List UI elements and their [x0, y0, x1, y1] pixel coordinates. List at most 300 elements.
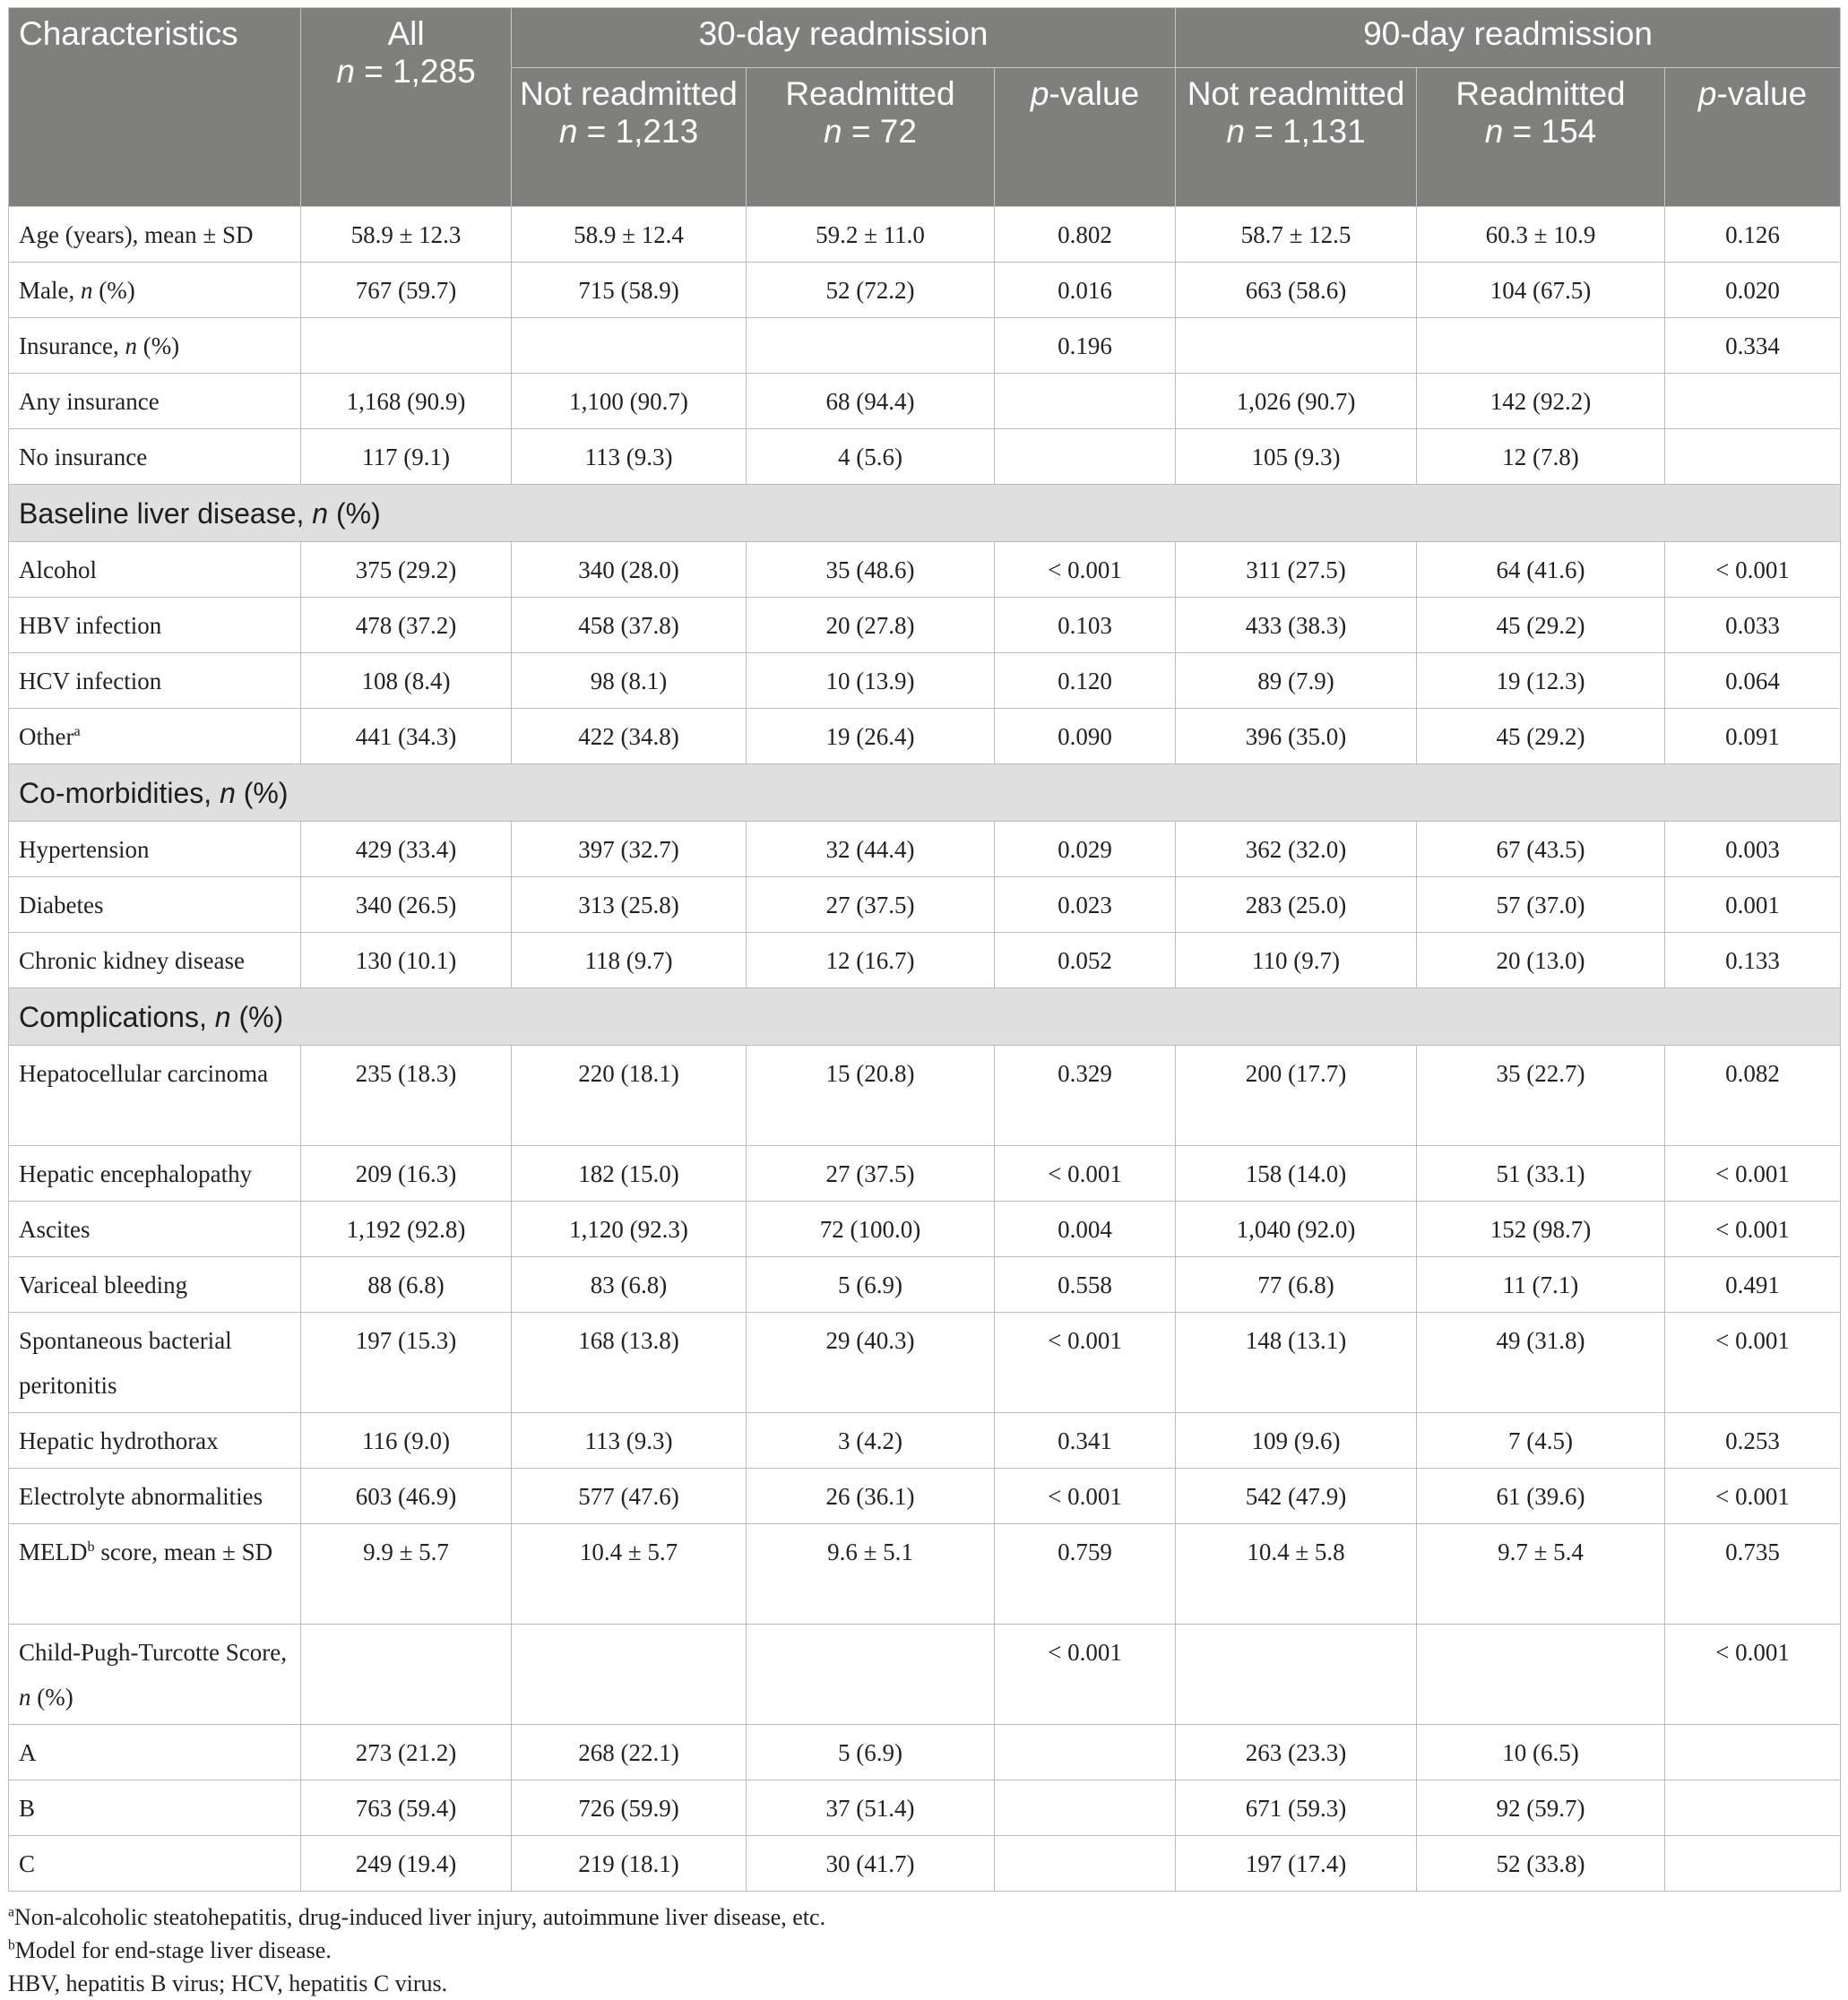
- header-group-30-day: [512, 8, 1176, 68]
- table-cell: 433 (38.3): [1176, 598, 1417, 653]
- section-header: [9, 988, 1841, 1046]
- table-row: [9, 1257, 1841, 1313]
- table-cell: 0.334: [1665, 318, 1841, 374]
- row-label: [9, 933, 301, 988]
- header-90-p-rest: -value: [1716, 75, 1808, 112]
- row-label-text: Insurance,: [19, 332, 125, 359]
- table-row: [9, 1725, 1841, 1780]
- row-label-italic: n: [80, 277, 93, 304]
- row-label: [9, 263, 301, 318]
- table-cell: 263 (23.3): [1176, 1725, 1417, 1780]
- table-cell: [1176, 1625, 1417, 1725]
- header-90-readmitted: [1417, 68, 1665, 207]
- table-cell: 105 (9.3): [1176, 429, 1417, 485]
- table-cell: 0.003: [1665, 822, 1841, 877]
- footnotes: [8, 1901, 1840, 2000]
- table-cell: [301, 318, 512, 374]
- table-cell: < 0.001: [1665, 1202, 1841, 1257]
- table-cell: 219 (18.1): [512, 1836, 747, 1892]
- table-cell: 83 (6.8): [512, 1257, 747, 1313]
- table-cell: 10 (13.9): [747, 653, 995, 709]
- row-label: [9, 318, 301, 374]
- table-row: [9, 1625, 1841, 1725]
- header-all-n-value: = 1,285: [354, 53, 476, 90]
- table-cell: 29 (40.3): [747, 1313, 995, 1413]
- table-cell: 1,100 (90.7): [512, 374, 747, 429]
- row-label-text: Co-morbidities,: [19, 777, 220, 809]
- table-cell: 59.2 ± 11.0: [747, 207, 995, 263]
- row-label-tail: (%): [30, 1684, 73, 1711]
- row-label-text: HCV infection: [19, 668, 162, 694]
- row-label-text: Ascites: [19, 1216, 91, 1243]
- section-header-row: [9, 485, 1841, 542]
- table-cell: 397 (32.7): [512, 822, 747, 877]
- header-90-readmitted-text: Readmitted: [1455, 75, 1626, 112]
- row-label-sup: b: [87, 1539, 95, 1555]
- row-label: [9, 1625, 301, 1725]
- footnote-text: Model for end-stage liver disease.: [14, 1937, 332, 1963]
- table-cell: 577 (47.6): [512, 1469, 747, 1524]
- section-header: [9, 764, 1841, 822]
- table-cell: 3 (4.2): [747, 1413, 995, 1469]
- table-cell: 542 (47.9): [1176, 1469, 1417, 1524]
- table-cell: 89 (7.9): [1176, 653, 1417, 709]
- row-label: [9, 1469, 301, 1524]
- table-cell: [995, 429, 1176, 485]
- table-cell: [1417, 1625, 1665, 1725]
- table-cell: [1417, 318, 1665, 374]
- table-cell: 0.082: [1665, 1046, 1841, 1146]
- table-cell: 45 (29.2): [1417, 598, 1665, 653]
- row-label: [9, 822, 301, 877]
- header-90-not-n-value: = 1,131: [1244, 113, 1366, 150]
- header-30-readmitted: [747, 68, 995, 207]
- table-cell: 104 (67.5): [1417, 263, 1665, 318]
- table-cell: 340 (26.5): [301, 877, 512, 933]
- table-cell: 32 (44.4): [747, 822, 995, 877]
- header-group-30-text: 30-day readmission: [698, 15, 989, 52]
- row-label-tail: (%): [235, 777, 289, 809]
- row-label: [9, 1725, 301, 1780]
- table-cell: 767 (59.7): [301, 263, 512, 318]
- row-label-tail: (%): [136, 332, 180, 359]
- table-cell: [1665, 1836, 1841, 1892]
- header-all: [301, 8, 512, 207]
- table-cell: [747, 318, 995, 374]
- table-row: [9, 1413, 1841, 1469]
- table-row: [9, 1469, 1841, 1524]
- table-row: [9, 822, 1841, 877]
- row-label: [9, 207, 301, 263]
- header-30-p-italic: p: [1030, 75, 1049, 112]
- header-all-n-label: n: [336, 53, 355, 90]
- header-90-not-readmitted: [1176, 68, 1417, 207]
- row-label-text: Hepatic hydrothorax: [19, 1427, 219, 1454]
- section-header-row: [9, 988, 1841, 1046]
- table-cell: 313 (25.8): [512, 877, 747, 933]
- table-row: [9, 933, 1841, 988]
- table-cell: [1176, 318, 1417, 374]
- row-label: [9, 653, 301, 709]
- table-row: [9, 429, 1841, 485]
- footnote: [8, 1967, 1840, 2000]
- table-cell: 663 (58.6): [1176, 263, 1417, 318]
- row-label-text: C: [19, 1850, 36, 1877]
- table-cell: 7 (4.5): [1417, 1413, 1665, 1469]
- header-90-not-n-label: n: [1226, 113, 1245, 150]
- table-cell: 108 (8.4): [301, 653, 512, 709]
- table-cell: 283 (25.0): [1176, 877, 1417, 933]
- header-30-re-n-label: n: [824, 113, 842, 150]
- table-cell: 60.3 ± 10.9: [1417, 207, 1665, 263]
- table-cell: 0.196: [995, 318, 1176, 374]
- footnote-marker: b: [8, 1937, 15, 1953]
- table-cell: 35 (22.7): [1417, 1046, 1665, 1146]
- table-cell: 458 (37.8): [512, 598, 747, 653]
- table-cell: [1665, 429, 1841, 485]
- table-cell: < 0.001: [995, 1313, 1176, 1413]
- table-cell: 12 (7.8): [1417, 429, 1665, 485]
- table-cell: 0.103: [995, 598, 1176, 653]
- table-cell: 20 (13.0): [1417, 933, 1665, 988]
- row-label-italic: n: [214, 1001, 231, 1033]
- header-30-not-n-label: n: [558, 113, 578, 150]
- table-cell: < 0.001: [995, 1625, 1176, 1725]
- table-cell: 268 (22.1): [512, 1725, 747, 1780]
- table-cell: 68 (94.4): [747, 374, 995, 429]
- table-cell: 98 (8.1): [512, 653, 747, 709]
- table-cell: 77 (6.8): [1176, 1257, 1417, 1313]
- table-cell: 726 (59.9): [512, 1780, 747, 1836]
- table-cell: 182 (15.0): [512, 1146, 747, 1202]
- table-cell: [995, 1725, 1176, 1780]
- table-cell: 58.9 ± 12.4: [512, 207, 747, 263]
- header-30-re-n-value: = 72: [842, 113, 917, 150]
- row-label-italic: n: [220, 777, 236, 809]
- row-label-italic: n: [19, 1684, 31, 1711]
- section-header: [9, 485, 1841, 542]
- table-cell: 26 (36.1): [747, 1469, 995, 1524]
- footnote-text: HBV, hepatitis B virus; HCV, hepatitis C virus.: [8, 1970, 448, 1996]
- table-cell: 113 (9.3): [512, 429, 747, 485]
- table-cell: [1665, 374, 1841, 429]
- row-label: [9, 1313, 301, 1413]
- section-header-row: [9, 764, 1841, 822]
- row-label: [9, 1202, 301, 1257]
- row-label-text: Male,: [19, 277, 81, 304]
- table-cell: 0.491: [1665, 1257, 1841, 1313]
- table-cell: 0.033: [1665, 598, 1841, 653]
- table-cell: 27 (37.5): [747, 1146, 995, 1202]
- header-characteristics-text: Characteristics: [19, 15, 238, 52]
- row-label-text: Hepatic encephalopathy: [19, 1160, 253, 1187]
- header-group-90-day: [1176, 8, 1841, 68]
- table-cell: < 0.001: [1665, 1313, 1841, 1413]
- row-label-text: Hepatocellular carcinoma: [19, 1060, 269, 1087]
- table-cell: 52 (72.2): [747, 263, 995, 318]
- row-label: [9, 598, 301, 653]
- row-label: [9, 1524, 301, 1625]
- row-label-text: Hypertension: [19, 836, 150, 863]
- table-cell: < 0.001: [995, 1146, 1176, 1202]
- table-cell: 197 (17.4): [1176, 1836, 1417, 1892]
- table-row: [9, 653, 1841, 709]
- header-group-90-text: 90-day readmission: [1363, 15, 1653, 52]
- table-cell: 148 (13.1): [1176, 1313, 1417, 1413]
- row-label: [9, 709, 301, 764]
- footnote: [8, 1901, 1840, 1934]
- row-label-text: HBV infection: [19, 612, 162, 639]
- table-cell: 0.253: [1665, 1413, 1841, 1469]
- table-cell: 0.558: [995, 1257, 1176, 1313]
- table-cell: [512, 1625, 747, 1725]
- table-cell: 200 (17.7): [1176, 1046, 1417, 1146]
- table-cell: 0.126: [1665, 207, 1841, 263]
- table-cell: 9.9 ± 5.7: [301, 1524, 512, 1625]
- table-cell: 715 (58.9): [512, 263, 747, 318]
- table-cell: < 0.001: [995, 1469, 1176, 1524]
- row-label: [9, 1780, 301, 1836]
- table-cell: [512, 318, 747, 374]
- table-cell: 396 (35.0): [1176, 709, 1417, 764]
- table-cell: 0.052: [995, 933, 1176, 988]
- table-cell: 4 (5.6): [747, 429, 995, 485]
- table-cell: 0.029: [995, 822, 1176, 877]
- table-cell: 763 (59.4): [301, 1780, 512, 1836]
- header-30-readmitted-text: Readmitted: [785, 75, 955, 112]
- table-cell: 0.001: [1665, 877, 1841, 933]
- table-cell: [301, 1625, 512, 1725]
- table-cell: 61 (39.6): [1417, 1469, 1665, 1524]
- table-row: [9, 877, 1841, 933]
- header-30-not-readmitted: [512, 68, 747, 207]
- table-cell: 0.759: [995, 1524, 1176, 1625]
- table-cell: 603 (46.9): [301, 1469, 512, 1524]
- row-label-sup: a: [73, 723, 81, 739]
- row-label: [9, 1146, 301, 1202]
- table-cell: 1,040 (92.0): [1176, 1202, 1417, 1257]
- table-cell: 19 (12.3): [1417, 653, 1665, 709]
- table-cell: 311 (27.5): [1176, 542, 1417, 598]
- table-cell: 9.6 ± 5.1: [747, 1524, 995, 1625]
- header-30-not-readmitted-text: Not readmitted: [520, 75, 738, 112]
- table-cell: 72 (100.0): [747, 1202, 995, 1257]
- table-cell: 20 (27.8): [747, 598, 995, 653]
- footnote-marker: a: [8, 1904, 14, 1920]
- table-cell: 109 (9.6): [1176, 1413, 1417, 1469]
- row-label: [9, 1046, 301, 1146]
- table-cell: 130 (10.1): [301, 933, 512, 988]
- table-cell: 273 (21.2): [301, 1725, 512, 1780]
- row-label: [9, 1413, 301, 1469]
- row-label-tail: (%): [230, 1001, 284, 1033]
- table-cell: 92 (59.7): [1417, 1780, 1665, 1836]
- table-cell: [995, 374, 1176, 429]
- header-characteristics: [9, 8, 301, 207]
- table-cell: < 0.001: [1665, 542, 1841, 598]
- row-label-tail: (%): [328, 497, 381, 530]
- row-label-text: MELD: [19, 1539, 88, 1565]
- table-cell: 0.090: [995, 709, 1176, 764]
- table-row: [9, 1146, 1841, 1202]
- table-cell: 142 (92.2): [1417, 374, 1665, 429]
- table-cell: 152 (98.7): [1417, 1202, 1665, 1257]
- table-cell: 0.091: [1665, 709, 1841, 764]
- table-cell: 113 (9.3): [512, 1413, 747, 1469]
- table-header: [9, 8, 1841, 207]
- table-cell: 441 (34.3): [301, 709, 512, 764]
- table-cell: 58.7 ± 12.5: [1176, 207, 1417, 263]
- table-cell: 118 (9.7): [512, 933, 747, 988]
- table-figure: [8, 7, 1840, 2000]
- table-row: [9, 1524, 1841, 1625]
- table-row: [9, 1046, 1841, 1146]
- table-cell: 11 (7.1): [1417, 1257, 1665, 1313]
- table-cell: 1,026 (90.7): [1176, 374, 1417, 429]
- header-90-p-italic: p: [1697, 75, 1717, 112]
- table-row: [9, 263, 1841, 318]
- row-label-text: Spontaneous bacterial peritonitis: [19, 1327, 232, 1399]
- row-label-text: Alcohol: [19, 556, 97, 583]
- row-label-text: No insurance: [19, 444, 148, 470]
- table-cell: 197 (15.3): [301, 1313, 512, 1413]
- table-row: [9, 1780, 1841, 1836]
- table-row: [9, 207, 1841, 263]
- row-label: [9, 542, 301, 598]
- table-cell: < 0.001: [1665, 1469, 1841, 1524]
- row-label: [9, 1257, 301, 1313]
- table-cell: 168 (13.8): [512, 1313, 747, 1413]
- table-cell: 64 (41.6): [1417, 542, 1665, 598]
- row-label: [9, 877, 301, 933]
- header-30-not-n-value: = 1,213: [577, 113, 699, 150]
- characteristics-table: [8, 7, 1841, 1892]
- row-label-text: Electrolyte abnormalities: [19, 1483, 263, 1510]
- table-cell: 5 (6.9): [747, 1725, 995, 1780]
- table-cell: 0.023: [995, 877, 1176, 933]
- table-cell: 429 (33.4): [301, 822, 512, 877]
- row-label-text: Chronic kidney disease: [19, 947, 245, 974]
- table-body: [9, 207, 1841, 1892]
- table-cell: 88 (6.8): [301, 1257, 512, 1313]
- table-cell: 45 (29.2): [1417, 709, 1665, 764]
- header-90-p-value: [1665, 68, 1841, 207]
- table-cell: 10 (6.5): [1417, 1725, 1665, 1780]
- table-cell: 362 (32.0): [1176, 822, 1417, 877]
- table-cell: 12 (16.7): [747, 933, 995, 988]
- table-cell: 49 (31.8): [1417, 1313, 1665, 1413]
- table-cell: [995, 1780, 1176, 1836]
- table-cell: 57 (37.0): [1417, 877, 1665, 933]
- table-cell: < 0.001: [1665, 1625, 1841, 1725]
- table-cell: 110 (9.7): [1176, 933, 1417, 988]
- row-label-text: Variceal bleeding: [19, 1272, 188, 1298]
- table-cell: 220 (18.1): [512, 1046, 747, 1146]
- table-cell: 0.064: [1665, 653, 1841, 709]
- table-cell: 0.802: [995, 207, 1176, 263]
- table-cell: 422 (34.8): [512, 709, 747, 764]
- table-cell: 0.016: [995, 263, 1176, 318]
- table-cell: < 0.001: [1665, 1146, 1841, 1202]
- row-label-text: Any insurance: [19, 388, 160, 415]
- row-label-text: B: [19, 1795, 36, 1822]
- table-cell: 10.4 ± 5.7: [512, 1524, 747, 1625]
- table-cell: 116 (9.0): [301, 1413, 512, 1469]
- table-cell: 0.020: [1665, 263, 1841, 318]
- table-cell: 27 (37.5): [747, 877, 995, 933]
- table-cell: 1,120 (92.3): [512, 1202, 747, 1257]
- table-cell: 30 (41.7): [747, 1836, 995, 1892]
- table-row: [9, 318, 1841, 374]
- table-row: [9, 1836, 1841, 1892]
- row-label-text: Complications,: [19, 1001, 215, 1033]
- table-cell: 58.9 ± 12.3: [301, 207, 512, 263]
- table-cell: < 0.001: [995, 542, 1176, 598]
- table-cell: 340 (28.0): [512, 542, 747, 598]
- table-row: [9, 598, 1841, 653]
- table-cell: 0.120: [995, 653, 1176, 709]
- table-cell: 19 (26.4): [747, 709, 995, 764]
- table-cell: 158 (14.0): [1176, 1146, 1417, 1202]
- table-cell: 117 (9.1): [301, 429, 512, 485]
- table-cell: 9.7 ± 5.4: [1417, 1524, 1665, 1625]
- table-row: [9, 709, 1841, 764]
- table-cell: 15 (20.8): [747, 1046, 995, 1146]
- header-90-not-readmitted-text: Not readmitted: [1187, 75, 1405, 112]
- table-cell: 67 (43.5): [1417, 822, 1665, 877]
- table-cell: 1,192 (92.8): [301, 1202, 512, 1257]
- footnote-text: Non-alcoholic steatohepatitis, drug-induced liver injury, autoimmune liver disease, etc.: [13, 1904, 826, 1930]
- row-label-tail: (%): [92, 277, 135, 304]
- row-label-italic: n: [312, 497, 329, 530]
- header-90-re-n-value: = 154: [1503, 113, 1597, 150]
- table-cell: 0.133: [1665, 933, 1841, 988]
- table-cell: 1,168 (90.9): [301, 374, 512, 429]
- table-row: [9, 1202, 1841, 1257]
- table-cell: 249 (19.4): [301, 1836, 512, 1892]
- table-cell: 0.004: [995, 1202, 1176, 1257]
- footnote: [8, 1934, 1840, 1967]
- table-cell: 0.735: [1665, 1524, 1841, 1625]
- table-cell: 478 (37.2): [301, 598, 512, 653]
- table-cell: 10.4 ± 5.8: [1176, 1524, 1417, 1625]
- row-label-italic: n: [125, 332, 137, 359]
- table-row: [9, 542, 1841, 598]
- table-cell: 0.329: [995, 1046, 1176, 1146]
- table-cell: [747, 1625, 995, 1725]
- header-all-text: All: [387, 15, 425, 52]
- table-cell: 209 (16.3): [301, 1146, 512, 1202]
- row-label-text: Other: [19, 723, 74, 750]
- row-label: [9, 429, 301, 485]
- table-row: [9, 374, 1841, 429]
- table-cell: 671 (59.3): [1176, 1780, 1417, 1836]
- row-label-text: A: [19, 1739, 37, 1766]
- table-cell: [1665, 1780, 1841, 1836]
- table-cell: [1665, 1725, 1841, 1780]
- table-cell: 35 (48.6): [747, 542, 995, 598]
- table-cell: [995, 1836, 1176, 1892]
- table-cell: 235 (18.3): [301, 1046, 512, 1146]
- row-label-text: Child-Pugh-Turcotte Score,: [19, 1639, 287, 1666]
- header-30-p-rest: -value: [1049, 75, 1140, 112]
- row-label-text: Diabetes: [19, 892, 104, 918]
- row-label-text: Age (years), mean ± SD: [19, 221, 254, 248]
- row-label: [9, 1836, 301, 1892]
- table-cell: 375 (29.2): [301, 542, 512, 598]
- row-label: [9, 374, 301, 429]
- row-label-text: Baseline liver disease,: [19, 497, 313, 530]
